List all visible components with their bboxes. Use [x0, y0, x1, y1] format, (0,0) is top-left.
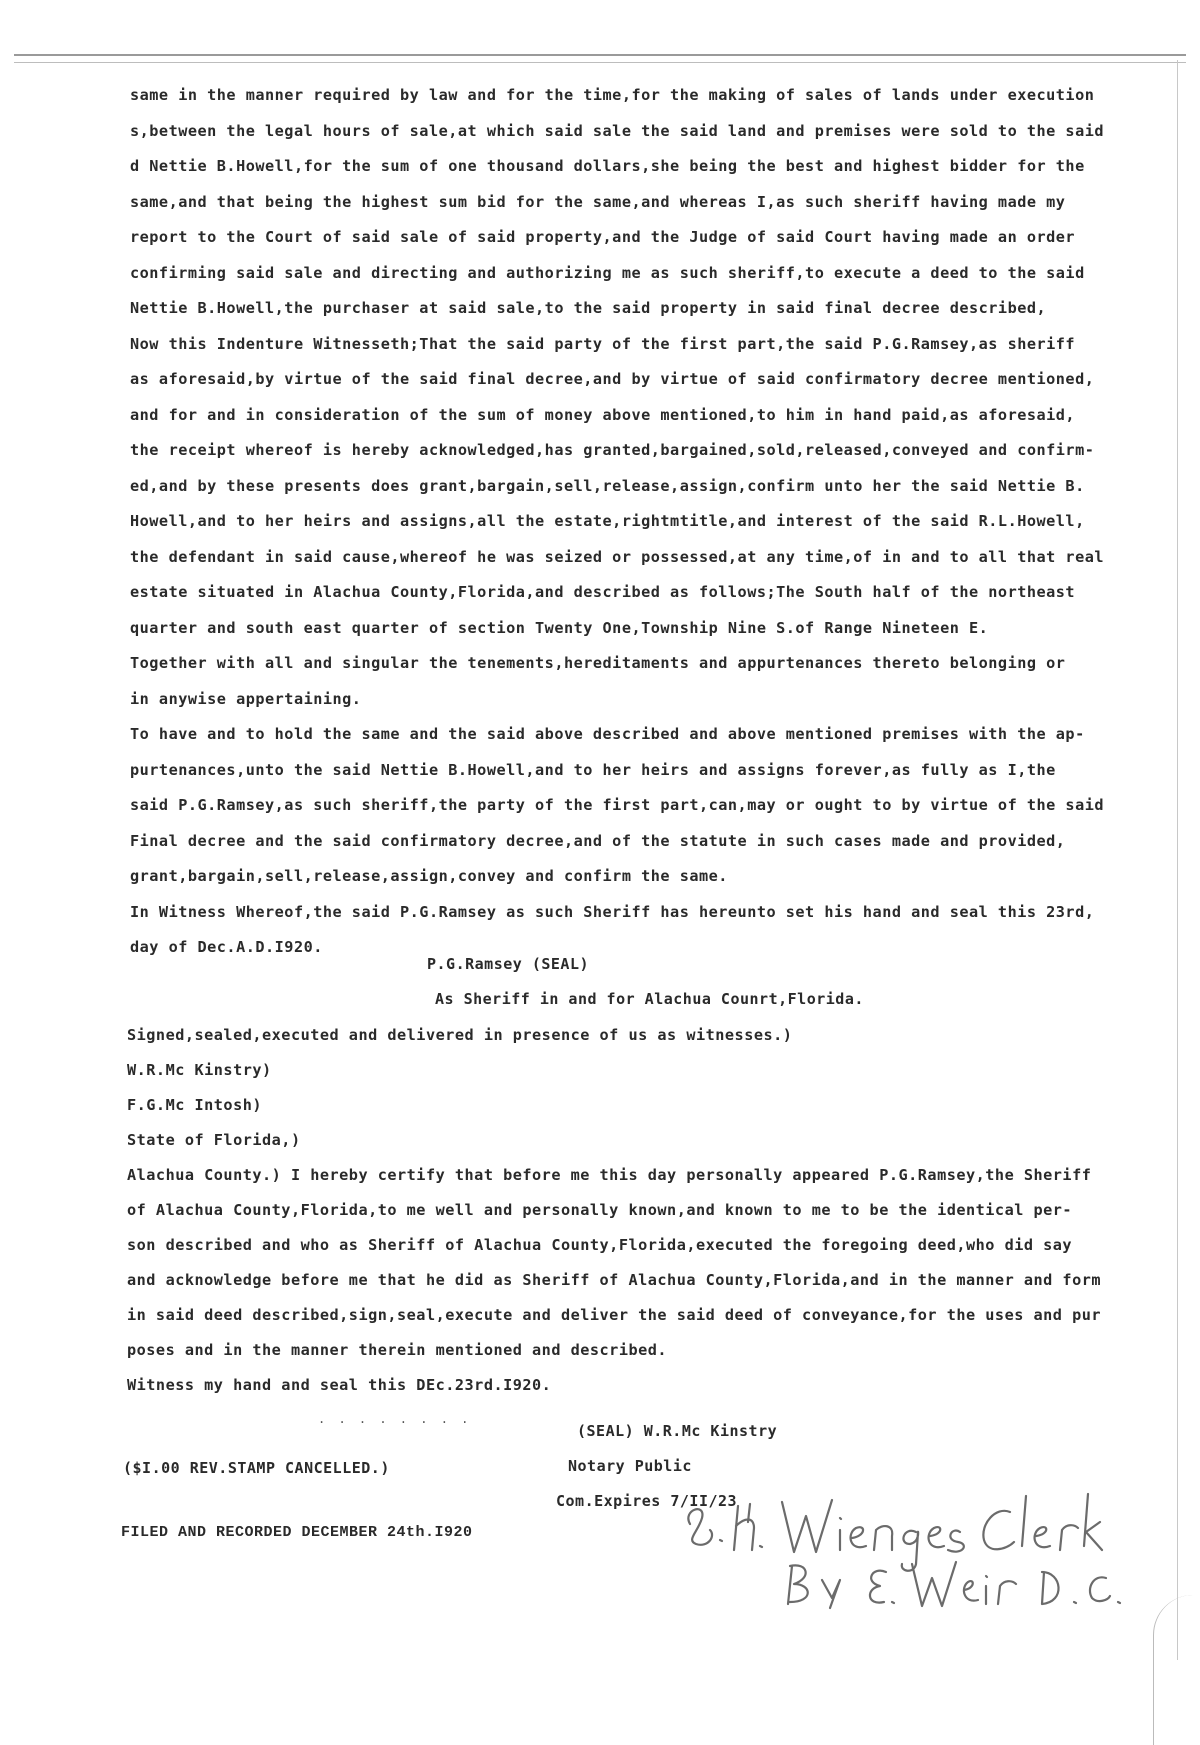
deed-line: the defendant in said cause,whereof he was seized or possessed,at any time,of in and to all that real — [130, 547, 1105, 566]
deed-line: same,and that being the highest sum bid for the same,and whereas I,as such sheriff having made my — [130, 192, 1066, 211]
page-right-edge — [1176, 60, 1178, 1660]
deed-line: ed,and by these presents does grant,bargain,sell,release,assign,confirm unto her the said Nettie B. — [130, 476, 1085, 495]
ink-dots: . . . . . . . . — [318, 1412, 472, 1426]
deed-line: Howell,and to her heirs and assigns,all the estate,rightmtitle,and interest of the said R.L.Howell, — [130, 512, 1085, 530]
page-curl — [1153, 1595, 1194, 1745]
deed-line: as aforesaid,by virtue of the said final decree,and by virtue of said confirmatory decree mentioned, — [130, 370, 1095, 388]
deed-line: confirming said sale and directing and authorizing me as such sheriff,to execute a deed to the said — [130, 263, 1085, 282]
notary-title: Notary Public — [568, 1457, 692, 1475]
acknowledgment-line: F.G.Mc Intosh) — [127, 1096, 263, 1114]
acknowledgment-text — [127, 1018, 1177, 1403]
page-top-edge — [14, 54, 1186, 63]
deed-line: estate situated in Alachua County,Florida,and described as follows;The South half of the northeast — [130, 583, 1076, 601]
deed-body-text — [130, 78, 1175, 966]
deed-line: s,between the legal hours of sale,at which said sale the said land and premises were sold to the said — [130, 121, 1105, 140]
deed-line: d Nettie B.Howell,for the sum of one thousand dollars,she being the best and highest bidder for the — [130, 157, 1085, 175]
deed-line: report to the Court of said sale of said property,and the Judge of said Court having made an order — [130, 228, 1076, 246]
acknowledgment-line: Witness my hand and seal this DEc.23rd.I920. — [127, 1376, 552, 1394]
acknowledgment-line: son described and who as Sheriff of Alachua County,Florida,executed the foregoing deed,who did say — [127, 1236, 1073, 1254]
acknowledgment-line: Signed,sealed,executed and delivered in presence of us as witnesses.) — [127, 1026, 793, 1044]
acknowledgment-line: Alachua County.) I hereby certify that before me this day personally appeared P.G.Ramsey,the Sheriff — [127, 1166, 1092, 1184]
deed-line: To have and to hold the same and the said above described and above mentioned premises with the ap- — [130, 725, 1085, 743]
deed-line: grant,bargain,sell,release,assign,convey and confirm the same. — [130, 867, 728, 885]
sheriff-signature-name: P.G.Ramsey (SEAL) — [427, 955, 590, 973]
sheriff-signature-title: As Sheriff in and for Alachua Counrt,Florida. — [435, 990, 864, 1008]
deed-line: said P.G.Ramsey,as such sheriff,the party of the first part,can,may or ought to by virtue of the said — [130, 796, 1105, 814]
deed-line: Final decree and the said confirmatory decree,and of the statute in such cases made and provided, — [130, 831, 1066, 850]
deed-line: the receipt whereof is hereby acknowledged,has granted,bargained,sold,released,conveyed and confirm- — [130, 441, 1095, 459]
deed-line: quarter and south east quarter of section Twenty One,Township Nine S.of Range Nineteen E. — [130, 618, 989, 637]
deed-line: and for and in consideration of the sum of money above mentioned,to him in hand paid,as aforesaid, — [130, 405, 1076, 424]
deed-line: Together with all and singular the tenements,hereditaments and appurtenances thereto belonging or — [130, 654, 1066, 672]
deed-line: in anywise appertaining. — [130, 689, 362, 708]
acknowledgment-line: State of Florida,) — [127, 1131, 301, 1149]
deed-line: purtenances,unto the said Nettie B.Howell,and to her heirs and assigns forever,as fully as I,the — [130, 760, 1056, 779]
acknowledgment-line: W.R.Mc Kinstry) — [127, 1061, 272, 1079]
clerk-handwritten-signature — [680, 1480, 1130, 1610]
notary-seal-name: (SEAL) W.R.Mc Kinstry — [577, 1422, 778, 1440]
filed-recorded-note: FILED AND RECORDED DECEMBER 24th.I920 — [121, 1524, 473, 1541]
acknowledgment-line: in said deed described,sign,seal,execute and deliver the said deed of conveyance,for the uses and pur — [127, 1306, 1102, 1324]
deed-line: Nettie B.Howell,the purchaser at said sale,to the said property in said final decree described, — [130, 299, 1047, 317]
deed-line: Now this Indenture Witnesseth;That the said party of the first part,the said P.G.Ramsey,as sheriff — [130, 334, 1076, 353]
acknowledgment-line: poses and in the manner therein mentioned and described. — [127, 1341, 668, 1359]
acknowledgment-line: of Alachua County,Florida,to me well and personally known,and known to me to be the identical per- — [127, 1201, 1073, 1219]
deed-line: In Witness Whereof,the said P.G.Ramsey as such Sheriff has hereunto set his hand and seal this 23rd, — [130, 902, 1095, 921]
deed-line: same in the manner required by law and for the time,for the making of sales of lands under execution — [130, 86, 1095, 104]
revenue-stamp-note: ($I.00 REV.STAMP CANCELLED.) — [123, 1459, 390, 1477]
deed-line: day of Dec.A.D.I920. — [130, 938, 323, 956]
notary-commission: Com.Expires 7/II/23 — [556, 1492, 738, 1510]
acknowledgment-line: and acknowledge before me that he did as Sheriff of Alachua County,Florida,and in the manner and form — [127, 1271, 1102, 1289]
